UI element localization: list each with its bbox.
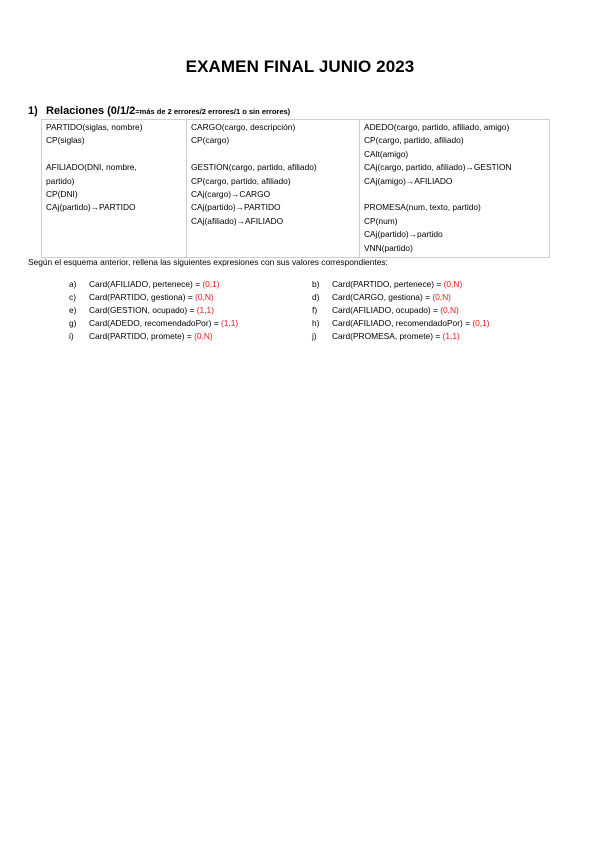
answer-item: c) Card(PARTIDO, gestiona) = (0,N) xyxy=(69,292,214,302)
answer-item: e) Card(GESTION, ocupado) = (1,1) xyxy=(69,305,214,315)
page-title: EXAMEN FINAL JUNIO 2023 xyxy=(185,57,415,76)
answer-item: g) Card(ADEDO, recomendadoPor) = (1,1) xyxy=(69,318,239,328)
schema-line: CP(cargo, partido, afiliado) xyxy=(364,135,464,146)
schema-line: partido) xyxy=(46,175,75,186)
schema-line: CAj(cargo, partido, afiliado)→GESTION xyxy=(364,162,512,173)
section-number: 1) xyxy=(28,105,38,117)
schema-line: CP(cargo, partido, afiliado) xyxy=(191,175,291,186)
schema-line: CAlt(amigo) xyxy=(364,148,409,159)
answer-item: i) Card(PARTIDO, promete) = (0,N) xyxy=(69,331,213,341)
schema-line: CP(num) xyxy=(364,215,398,226)
schema-line: CAj(partido)→PARTIDO xyxy=(191,202,281,213)
schema-line: CAj(amigo)→AFILIADO xyxy=(364,175,453,186)
schema-line: CAj(partido)→PARTIDO xyxy=(46,202,136,213)
section-title: Relaciones (0/1/2 xyxy=(46,105,136,117)
schema-table xyxy=(41,119,550,258)
answer-item: h) Card(AFILIADO, recomendadoPor) = (0,1) xyxy=(312,318,490,328)
schema-line: PARTIDO(siglas, nombre) xyxy=(46,122,143,132)
answer-item: j) Card(PROMESA, promete) = (1,1) xyxy=(312,331,460,341)
section-heading xyxy=(28,105,290,117)
schema-line: CP(cargo) xyxy=(191,135,230,146)
schema-line: CAj(cargo)→CARGO xyxy=(191,189,271,200)
schema-line: VNN(partido) xyxy=(364,242,413,253)
schema-line: PROMESA(num, texto, partido) xyxy=(364,202,481,213)
schema-column-1 xyxy=(42,120,187,258)
schema-column-2 xyxy=(187,120,360,258)
answer-item: f) Card(AFILIADO, ocupado) = (0,N) xyxy=(312,305,459,315)
schema-line: CP(DNI) xyxy=(46,189,78,200)
answer-item: d) Card(CARGO, gestiona) = (0,N) xyxy=(312,292,451,302)
instructions: Según el esquema anterior, rellena las siguientes expresiones con sus valores correspondientes: xyxy=(28,257,388,267)
schema-line: AFILIADO(DNI, nombre, xyxy=(46,162,137,173)
schema-line: CAj(afiliado)→AFILIADO xyxy=(191,215,284,226)
answer-item: b) Card(PARTIDO, pertenece) = (0,N) xyxy=(312,279,463,289)
answer-item: a) Card(AFILIADO, pertenece) = (0,1) xyxy=(69,279,220,289)
schema-line: CAj(partido)→partido xyxy=(364,229,443,240)
schema-column-3 xyxy=(360,120,550,258)
schema-line: ADEDO(cargo, partido, afiliado, amigo) xyxy=(364,122,510,132)
schema-line: CARGO(cargo, descripción) xyxy=(191,122,296,132)
grading-note: =más de 2 errores/2 errores/1 o sin errores) xyxy=(135,107,291,116)
schema-line: CP(siglas) xyxy=(46,135,85,146)
schema-line: GESTION(cargo, partido, afiliado) xyxy=(191,162,317,173)
